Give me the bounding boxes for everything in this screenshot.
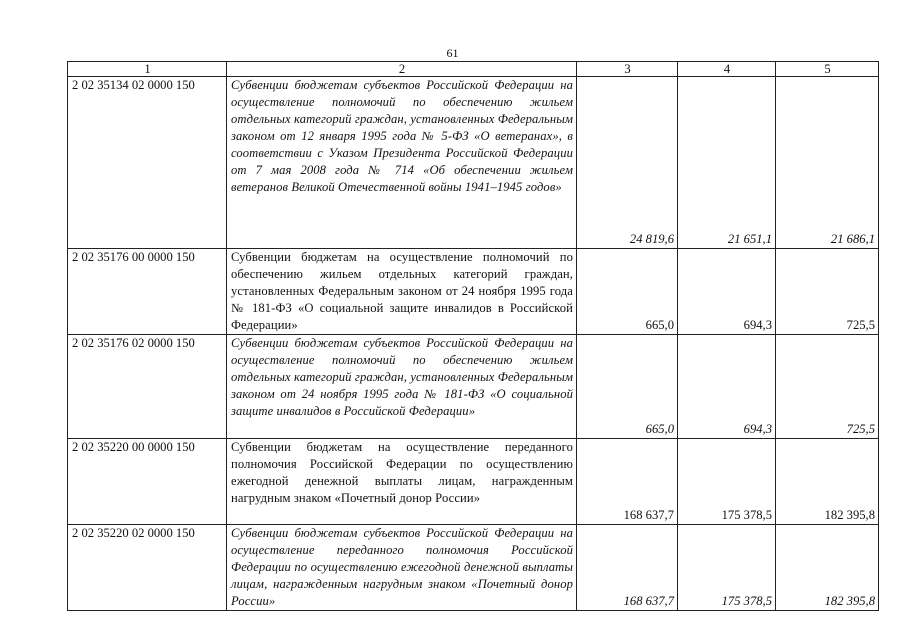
- amount-col3-cell: 665,0: [577, 335, 678, 439]
- amount-col3-cell: 24 819,6: [577, 77, 678, 249]
- amount-col5-cell: 725,5: [776, 249, 879, 335]
- description-cell: Субвенции бюджетам на осуществление переданного полномочия Российской Федерации по осуществлению ежегодной денежной выплаты лицам, награжденным нагрудным знаком «Почетный донор России»: [227, 439, 577, 525]
- amount-col3-cell: 665,0: [577, 249, 678, 335]
- budget-code-cell: 2 02 35176 02 0000 150: [68, 335, 227, 439]
- amount-col5-cell: 725,5: [776, 335, 879, 439]
- amount-col5-cell: 182 395,8: [776, 439, 879, 525]
- table-row: [68, 335, 879, 439]
- amount-col4-cell: 175 378,5: [678, 439, 776, 525]
- table-row: [68, 525, 879, 611]
- table-row: [68, 249, 879, 335]
- amount-col5-cell: 21 686,1: [776, 77, 879, 249]
- budget-code-cell: 2 02 35220 00 0000 150: [68, 439, 227, 525]
- amount-col3-cell: 168 637,7: [577, 525, 678, 611]
- table-header-row: [68, 62, 879, 77]
- description-cell: Субвенции бюджетам субъектов Российской Федерации на осуществление полномочий по обеспечению жильем отдельных категорий граждан, установленных Федеральным законом от 24 ноября 1995 года № 181-ФЗ «О социальной защите инвалидов в Российской Федерации»: [227, 335, 577, 439]
- column-header: 4: [678, 62, 776, 77]
- amount-col4-cell: 21 651,1: [678, 77, 776, 249]
- budget-table: [67, 61, 879, 611]
- budget-code-cell: 2 02 35134 02 0000 150: [68, 77, 227, 249]
- amount-col4-cell: 694,3: [678, 335, 776, 439]
- page-number: 61: [446, 46, 459, 60]
- amount-col4-cell: 175 378,5: [678, 525, 776, 611]
- description-cell: Субвенции бюджетам субъектов Российской Федерации на осуществление полномочий по обеспечению жильем отдельных категорий граждан, установленных Федеральным законом от 12 января 1995 года № 5-ФЗ «О ветеранах», в соответствии с Указом Президента Российской Федерации от 7 мая 2008 года № 714 «Об обеспечении жильем ветеранов Великой Отечественной войны 1941–1945 годов»: [227, 77, 577, 249]
- budget-code-cell: 2 02 35220 02 0000 150: [68, 525, 227, 611]
- column-header: 5: [776, 62, 879, 77]
- column-header: 1: [68, 62, 227, 77]
- column-header: 2: [227, 62, 577, 77]
- amount-col5-cell: 182 395,8: [776, 525, 879, 611]
- amount-col4-cell: 694,3: [678, 249, 776, 335]
- table-row: [68, 77, 879, 249]
- description-cell: Субвенции бюджетам субъектов Российской Федерации на осуществление переданного полномочия Российской Федерации по осуществлению ежегодной денежной выплаты лицам, награжденным нагрудным знаком «Почетный донор России»: [227, 525, 577, 611]
- description-cell: Субвенции бюджетам на осуществление полномочий по обеспечению жильем отдельных категорий граждан, установленных Федеральным законом от 24 ноября 1995 года № 181-ФЗ «О социальной защите инвалидов в Российской Федерации»: [227, 249, 577, 335]
- column-header: 3: [577, 62, 678, 77]
- budget-code-cell: 2 02 35176 00 0000 150: [68, 249, 227, 335]
- table-row: [68, 439, 879, 525]
- amount-col3-cell: 168 637,7: [577, 439, 678, 525]
